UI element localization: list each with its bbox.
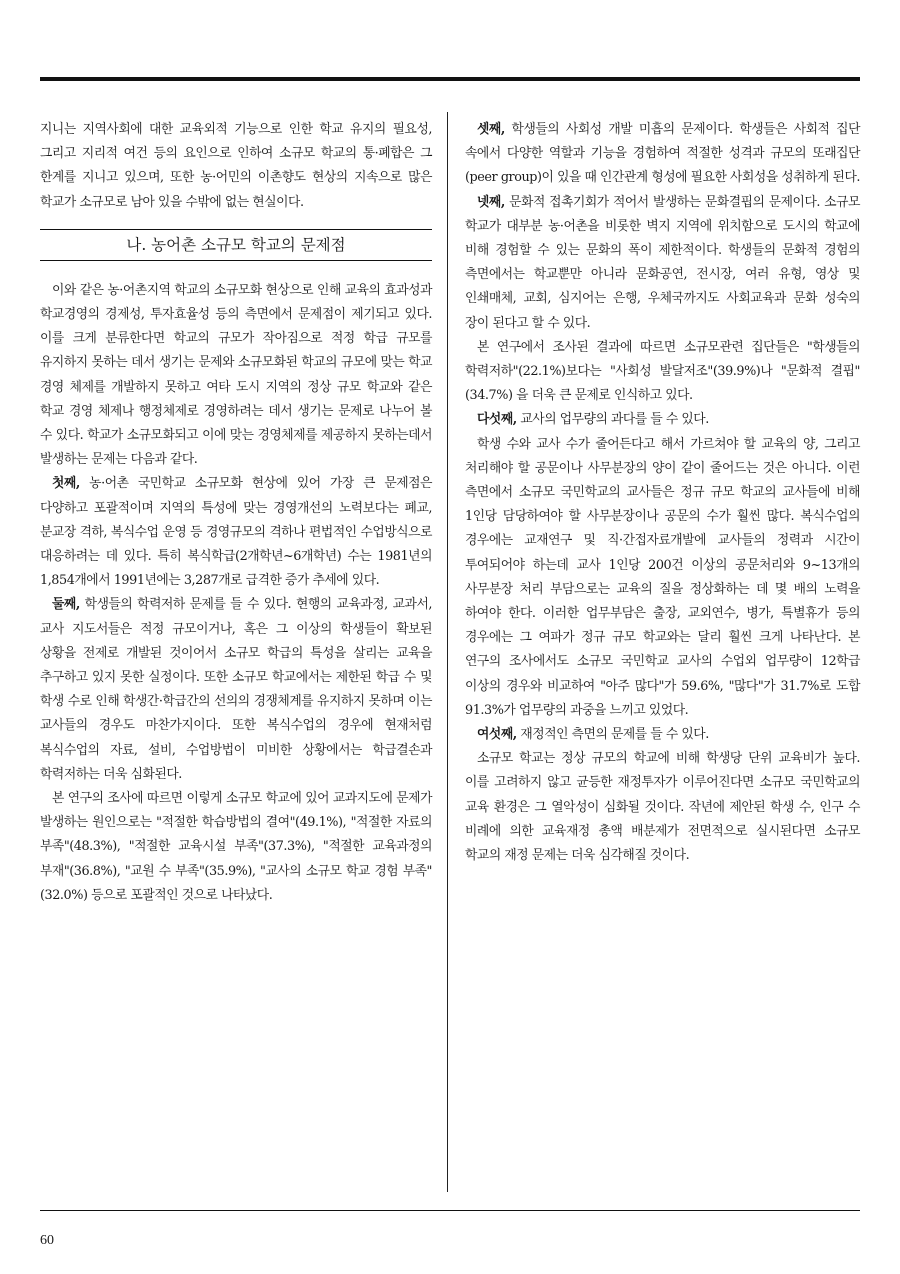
text-second: 학생들의 학력저하 문제를 들 수 있다. 현행의 교육과정, 교과서, 교사 지도서들은 적정 규모이거나, 혹은 그 이상의 학생들이 확보된 상황을 전제로 개발된 것이어서 소규모 학급의 특성을 살리는 교육을 추구하고 있지 못한 실정이다. 또한 소규모 학교에서는 제한된 학급 수 및 학생 수로 인해 학생간·학급간의 선의의 경쟁체계를 유지하지 못하며 이는 교사들의 경우도 마찬가지이다. 또한 복식수업의 경우에 현재처럼 복식수업의 자료, 설비, 수업방법이 미비한 상황에서는 학급결손과 학력저하는 더욱 심화된다. bbox=[40, 597, 432, 782]
paragraph-third-issue bbox=[465, 118, 860, 191]
text-fifth: 교사의 업무량의 과다를 들 수 있다. bbox=[516, 412, 709, 428]
left-column bbox=[40, 118, 432, 908]
lead-third: 셋째, bbox=[477, 122, 505, 137]
column-divider bbox=[447, 112, 448, 1192]
bottom-rule bbox=[40, 1210, 860, 1211]
paragraph-first-issue bbox=[40, 472, 432, 593]
section-heading: 나. 농어촌 소규모 학교의 문제점 bbox=[40, 229, 432, 261]
text-sixth: 재정적인 측면의 문제를 들 수 있다. bbox=[516, 727, 709, 743]
paragraph-fourth-issue bbox=[465, 191, 860, 336]
right-column bbox=[465, 118, 860, 868]
paragraph-fifth-issue bbox=[465, 408, 860, 432]
paragraph-survey-result: 본 연구의 조사에 따르면 이렇게 소규모 학교에 있어 교과지도에 문제가 발생하는 원인으로는 "적절한 학습방법의 결여"(49.1%), "적절한 자료의 부족"(48.3%), "적절한 교육시설 부족"(37.3%), "적절한 교육과정의 부재"(36.8%), "교원 수 부족"(35.9%), "교사의 소규모 학교 경험 부족"(32.0%) 등으로 포괄적인 것으로 나타났다. bbox=[40, 791, 432, 903]
text-fourth: 문화적 접촉기회가 적어서 발생하는 문화결핍의 문제이다. 소규모 학교가 대부분 농·어촌을 비롯한 벽지 지역에 위치함으로 도시의 학교에 비해 경험할 수 있는 문화의 폭이 제한적이다. 학생들의 문화적 경험의 측면에서는 학교뿐만 아니라 문화공연, 전시장, 여러 유형, 영상 및 인쇄매체, 교회, 심지어는 은행, 우체국까지도 사회교육과 문화 성숙의 장이 된다고 할 수 있다. bbox=[465, 194, 860, 331]
intro-paragraph: 지니는 지역사회에 대한 교육외적 기능으로 인한 학교 유지의 필요성, 그리고 지리적 여건 등의 요인으로 인하여 소규모 학교의 통·폐합은 그 한계를 지니고 있으며, 또한 농·어민의 이촌향도 현상의 지속으로 많은 학교가 소규모로 남아 있을 수밖에 없는 현실이다. bbox=[40, 122, 432, 210]
text-third: 학생들의 사회성 개발 미흡의 문제이다. 학생들은 사회적 집단 속에서 다양한 역할과 기능을 경험하여 적절한 성격과 규모의 또래집단(peer group)이 있을 때 인간관계 형성에 필요한 사회성을 성취하게 된다. bbox=[465, 122, 860, 186]
paragraph-workload: 학생 수와 교사 수가 줄어든다고 해서 가르쳐야 할 교육의 양, 그리고 처리해야 할 공문이나 사무분장의 양이 같이 줄어드는 것은 아니다. 이런 측면에서 소규모 국민학교의 교사들은 정규 규모 학교의 교사들에 비해 1인당 담당하여야 할 사무분장이나 공문의 수가 훨씬 많다. 복식수업의 경우에는 교재연구 및 직·간접자료개발에 교사들의 정력과 시간이 투여되어야 하는데 교사 1인당 200건 이상의 공문처리와 9~13개의 사무분장 처리 부담으로는 교육의 질을 정상화하는 데 몇 배의 노력을 하여야 한다. 이러한 업무부담은 출장, 교외연수, 병가, 특별휴가 등의 경우에는 그 여파가 정규 규모 학교와는 달리 훨씬 크게 나타난다. 본 연구의 조사에서도 소규모 국민학교 교사의 수업외 업무량이 12학급 이상의 경우와 비교하여 "아주 많다"가 59.6%, "많다"가 31.7%로 도합 91.3%가 업무량의 과중을 느끼고 있었다. bbox=[465, 436, 860, 718]
paragraph-sixth-issue bbox=[465, 723, 860, 747]
paragraph-overview: 이와 같은 농·어촌지역 학교의 소규모화 현상으로 인해 교육의 효과성과 학교경영의 경제성, 투자효율성 등의 측면에서 문제점이 제기되고 있다. 이를 크게 분류한다면 학교의 규모가 작아짐으로 적정 학급 규모를 유지하지 못하는 데서 생기는 문제와 소규모화된 학교의 규모에 맞는 학교 경영 체제를 개발하지 못하고 여타 도시 지역의 정상 규모 학교와 같은 학교 경영 체제나 행정체제로 경영하려는 데서 생기는 문제로 나누어 볼 수 있다. 학교가 소규모화되고 이에 맞는 경영체제를 제공하지 못하는데서 발생하는 문제는 다음과 같다. bbox=[40, 282, 432, 468]
paragraph-finance: 소규모 학교는 정상 규모의 학교에 비해 학생당 단위 교육비가 높다. 이를 고려하지 않고 균등한 재정투자가 이루어진다면 소규모 국민학교의 교육 환경은 그 열악성이 심화될 것이다. 작년에 제안된 학생 수, 인구 수 비례에 의한 교육재정 총액 배분제가 전면적으로 실시된다면 소규모 학교의 재정 문제는 더욱 심각해질 것이다. bbox=[465, 751, 860, 864]
lead-first: 첫째, bbox=[52, 476, 80, 492]
lead-fourth: 넷째, bbox=[477, 194, 505, 210]
text-first: 농·어촌 국민학교 소규모화 현상에 있어 가장 큰 문제점은 다양하고 포괄적이며 지역의 특성에 맞는 경영개선의 노력보다는 폐교, 분교장 격하, 복식수업 운영 등 경영규모의 격하나 편법적인 수업방식으로 대응하려는 데 있다. 특히 복식학급(2개학년~6개학년) 수는 1981년의 1,854개에서 1991년에는 3,287개로 급격한 증가 추세에 있다. bbox=[40, 476, 432, 589]
paragraph-second-issue bbox=[40, 593, 432, 787]
lead-second: 둘째, bbox=[52, 597, 80, 613]
top-rule bbox=[40, 77, 860, 81]
paragraph-survey-groups: 본 연구에서 조사된 결과에 따르면 소규모관련 집단들은 "학생들의 학력저하"(22.1%)보다는 "사회성 발달저조"(39.9%)나 "문화적 결핍"(34.7%) 을 더욱 큰 문제로 인식하고 있다. bbox=[465, 339, 860, 404]
lead-sixth: 여섯째, bbox=[477, 727, 517, 743]
lead-fifth: 다섯째, bbox=[477, 412, 517, 428]
page-number: 60 bbox=[40, 1233, 54, 1248]
